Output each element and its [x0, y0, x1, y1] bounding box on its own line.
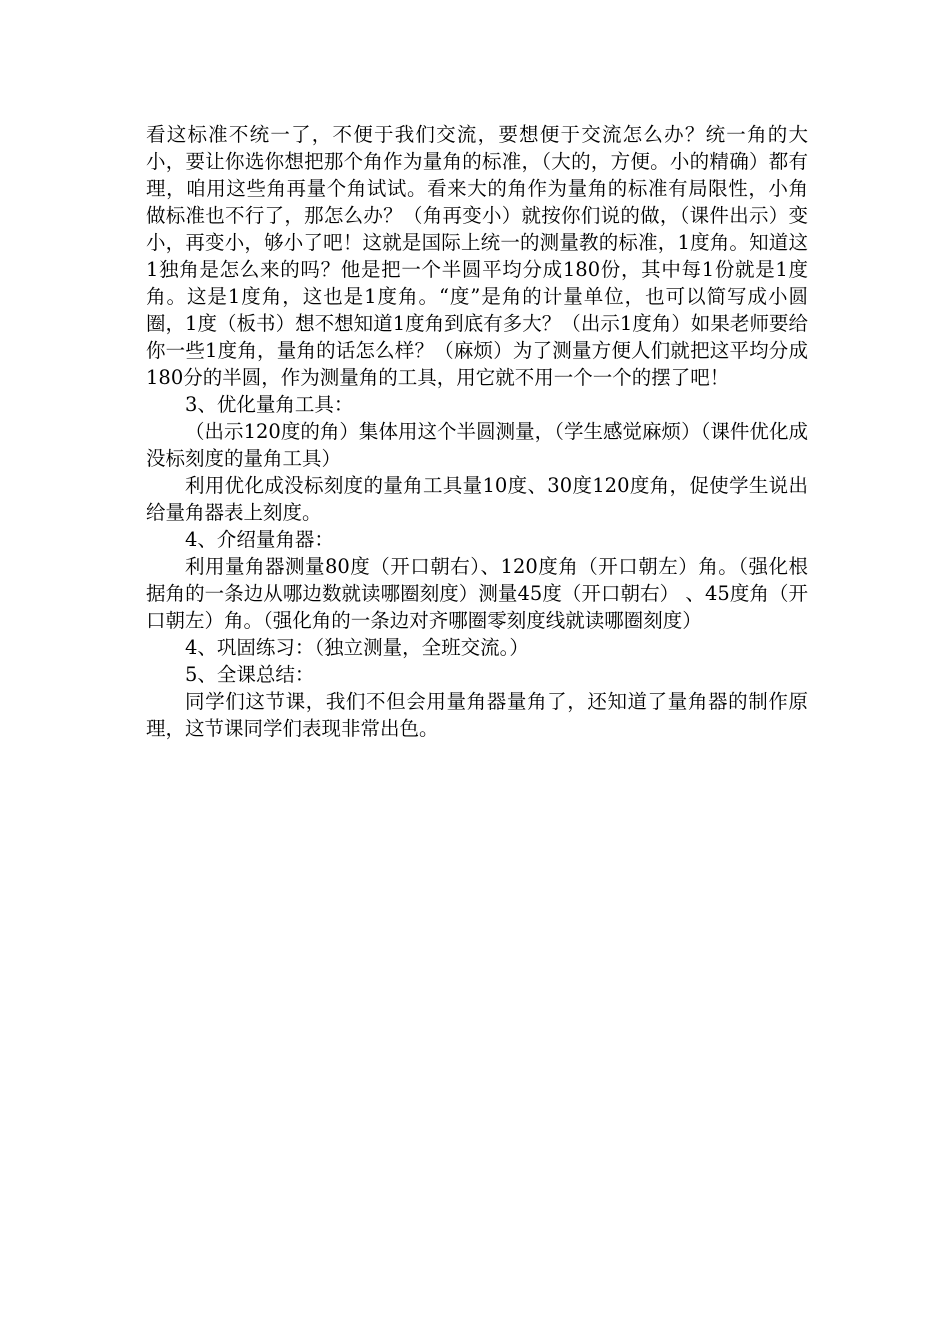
- paragraph-protractor-measure: 利用量角器测量80度（开口朝右）、120度角（开口朝左）角。（强化根据角的一条边从哪边数就读哪圈刻度）测量45度（开口朝右） 、45度角（开口朝左）角。（强化角的一条边对齐哪圈零刻度线就读哪圈刻度）: [146, 555, 808, 632]
- document-body: [146, 121, 808, 742]
- paragraph-measure-angles: 利用优化成没标刻度的量角工具量10度、30度120度角，促使学生说出给量角器表上刻度。: [146, 474, 808, 524]
- paragraph-show-120-angle: （出示120度的角）集体用这个半圆测量，（学生感觉麻烦）（课件优化成没标刻度的量角工具）: [146, 420, 808, 470]
- heading-introduce-protractor: 4、介绍量角器：: [185, 528, 334, 551]
- paragraph-intro: 看这标准不统一了，不便于我们交流，要想便于交流怎么办？统一角的大小，要让你选你想把那个角作为量角的标准，（大的，方便。小的精确）都有理，咱用这些角再量个角试试。看来大的角作为量角的标准有局限性，小角做标准也不行了，那怎么办？（角再变小）就按你们说的做，（课件出示）变小，再变小，够小了吧！这就是国际上统一的测量教的标准，1度角。知道这1独角是怎么来的吗？他是把一个半圆平均分成180份，其中每1份就是1度角。这是1度角，这也是1度角。“度”是角的计量单位，也可以简写成小圆圈，1度（板书）想不想知道1度角到底有多大？（出示1度角）如果老师要给你一些1度角，量角的话怎么样？（麻烦）为了测量方便人们就把这平均分成180分的半圆，作为测量角的工具，用它就不用一个一个的摆了吧！: [146, 123, 808, 389]
- heading-summary: 5、全课总结：: [185, 663, 315, 686]
- heading-optimize-tool: 3、优化量角工具：: [185, 393, 354, 416]
- paragraph-summary: 同学们这节课，我们不但会用量角器量角了，还知道了量角器的制作原理，这节课同学们表现非常出色。: [146, 690, 808, 740]
- heading-practice: 4、巩固练习：（独立测量，全班交流。）: [185, 636, 529, 659]
